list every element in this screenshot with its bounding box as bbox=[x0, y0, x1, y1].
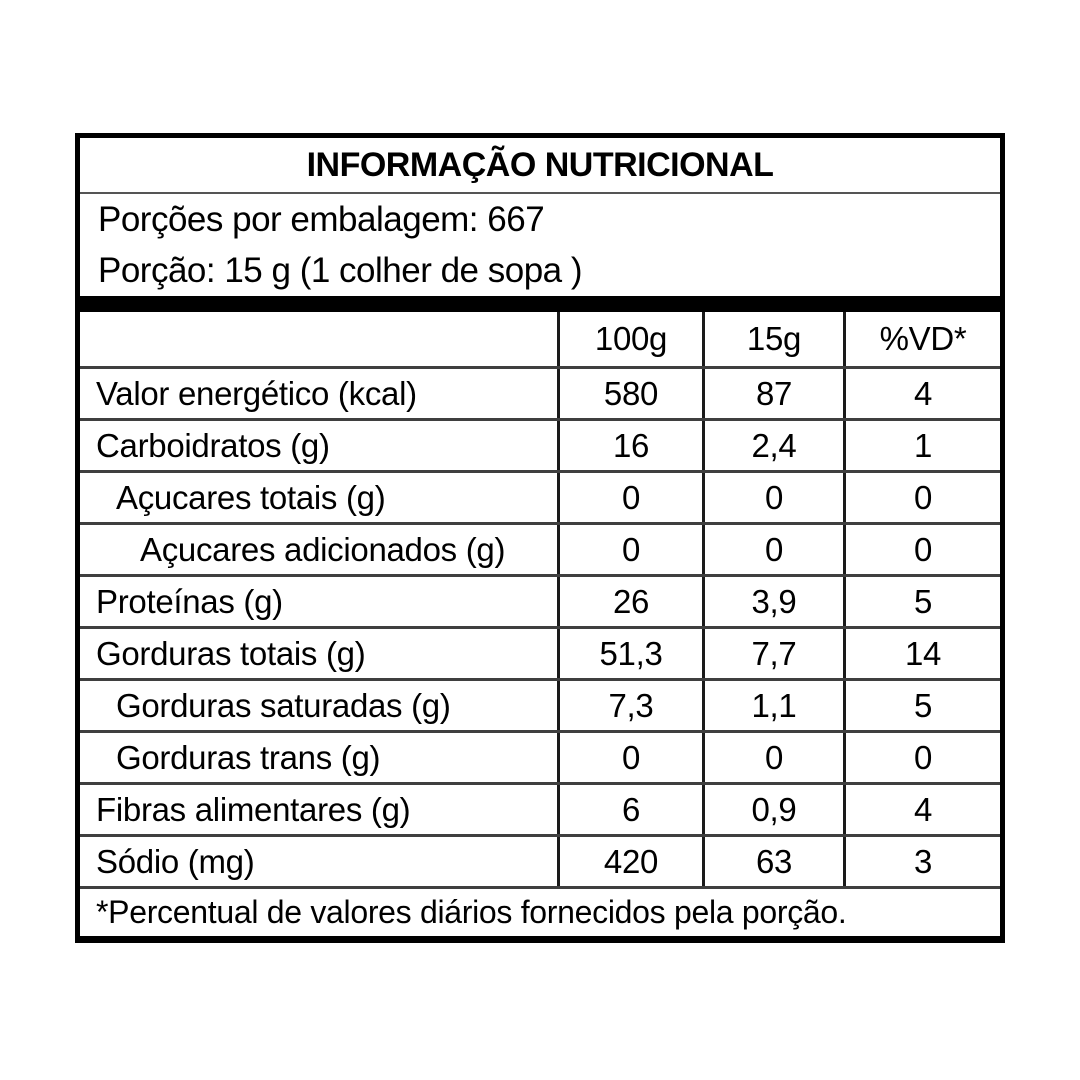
row-label: Gorduras totais (g) bbox=[96, 634, 366, 672]
row-value-vd: 0 bbox=[843, 473, 1000, 522]
row-value-vd: 5 bbox=[843, 577, 1000, 626]
row-value-100g: 6 bbox=[557, 785, 702, 834]
row-value-vd: 1 bbox=[843, 421, 1000, 470]
row-value-100g: 0 bbox=[557, 473, 702, 522]
row-value-100g: 7,3 bbox=[557, 681, 702, 730]
row-value-vd: 14 bbox=[843, 629, 1000, 678]
table-row bbox=[80, 626, 1000, 678]
header-empty-cell bbox=[80, 312, 557, 366]
footnote: *Percentual de valores diários fornecidos pela porção. bbox=[80, 886, 1000, 936]
row-value-vd: 4 bbox=[843, 785, 1000, 834]
table-row bbox=[80, 574, 1000, 626]
row-value-vd: 4 bbox=[843, 369, 1000, 418]
row-value-vd: 0 bbox=[843, 733, 1000, 782]
row-value-100g: 420 bbox=[557, 837, 702, 886]
row-value-15g: 87 bbox=[702, 369, 843, 418]
table-row bbox=[80, 834, 1000, 886]
row-label: Açucares totais (g) bbox=[116, 478, 386, 516]
row-value-vd: 5 bbox=[843, 681, 1000, 730]
row-label: Açucares adicionados (g) bbox=[140, 530, 506, 568]
table-row bbox=[80, 366, 1000, 418]
row-value-100g: 0 bbox=[557, 733, 702, 782]
nutrition-label bbox=[75, 133, 1005, 943]
table-row bbox=[80, 522, 1000, 574]
row-value-vd: 0 bbox=[843, 525, 1000, 574]
row-label: Carboidratos (g) bbox=[96, 426, 330, 464]
row-label: Sódio (mg) bbox=[96, 842, 255, 880]
column-header-vd: %VD* bbox=[843, 312, 1000, 366]
table-row bbox=[80, 418, 1000, 470]
servings-per-package: Porções por embalagem: 667 bbox=[98, 200, 545, 239]
row-label: Valor energético (kcal) bbox=[96, 374, 417, 412]
table-row bbox=[80, 470, 1000, 522]
column-header-15g: 15g bbox=[702, 312, 843, 366]
row-value-15g: 1,1 bbox=[702, 681, 843, 730]
table-header-row bbox=[80, 312, 1000, 366]
row-value-15g: 7,7 bbox=[702, 629, 843, 678]
thick-separator-bar bbox=[80, 296, 1000, 312]
label-title: INFORMAÇÃO NUTRICIONAL bbox=[80, 138, 1000, 194]
row-value-100g: 16 bbox=[557, 421, 702, 470]
table-row bbox=[80, 678, 1000, 730]
row-value-15g: 63 bbox=[702, 837, 843, 886]
row-label: Gorduras trans (g) bbox=[116, 738, 381, 776]
serving-size: Porção: 15 g (1 colher de sopa ) bbox=[98, 251, 583, 290]
row-value-15g: 0 bbox=[702, 733, 843, 782]
row-value-15g: 0 bbox=[702, 473, 843, 522]
row-label: Fibras alimentares (g) bbox=[96, 790, 411, 828]
table-row bbox=[80, 730, 1000, 782]
row-value-100g: 0 bbox=[557, 525, 702, 574]
row-label: Gorduras saturadas (g) bbox=[116, 686, 451, 724]
table-row bbox=[80, 782, 1000, 834]
row-value-15g: 2,4 bbox=[702, 421, 843, 470]
column-header-100g: 100g bbox=[557, 312, 702, 366]
row-value-15g: 0 bbox=[702, 525, 843, 574]
row-value-vd: 3 bbox=[843, 837, 1000, 886]
row-label: Proteínas (g) bbox=[96, 582, 283, 620]
row-value-15g: 0,9 bbox=[702, 785, 843, 834]
row-value-100g: 580 bbox=[557, 369, 702, 418]
row-value-100g: 26 bbox=[557, 577, 702, 626]
row-value-15g: 3,9 bbox=[702, 577, 843, 626]
row-value-100g: 51,3 bbox=[557, 629, 702, 678]
